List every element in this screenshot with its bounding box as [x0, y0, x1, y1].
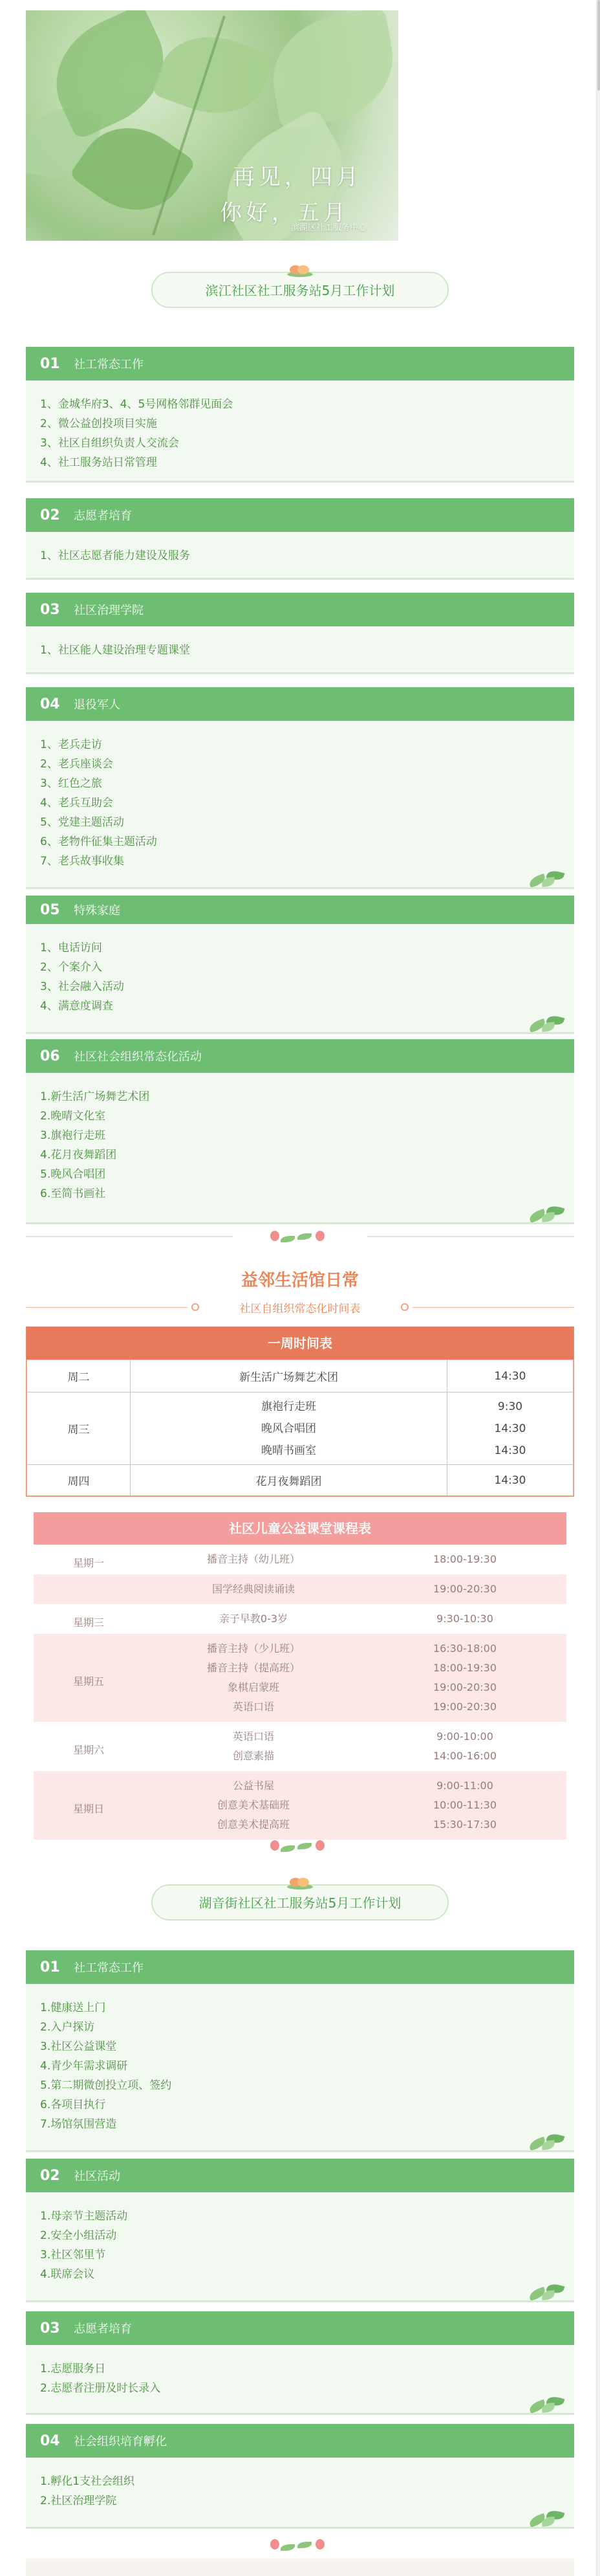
- neighborhood-subtitle-wrap: [0, 1299, 600, 1316]
- day-cell: 周四: [27, 1465, 131, 1496]
- day-cell: 星期一: [72, 1556, 104, 1569]
- leaf-icon: [526, 867, 572, 886]
- table-row: [27, 1360, 573, 1393]
- section-number: 01: [40, 355, 60, 372]
- leaf-icon: [526, 2393, 572, 2412]
- kids-table-title: 社区儿童公益课堂课程表: [34, 1512, 566, 1545]
- day-cell: 星期五: [72, 1675, 104, 1688]
- section-number: 01: [40, 1959, 60, 1976]
- list-item: 1.健康送上门: [40, 2001, 106, 2014]
- list-item: 6、老物件征集主题活动: [40, 835, 157, 848]
- table-row: 星期一 播音主持（幼儿班） 18:00-19:30: [34, 1545, 566, 1574]
- list-item: 7.场馆氛围营造: [40, 2118, 117, 2131]
- time-cell: 14:30: [447, 1465, 573, 1496]
- list-item: 2、老兵座谈会: [40, 758, 113, 771]
- plan2-section-03: [26, 2311, 574, 2415]
- list-item: 3.社区邻里节: [40, 2249, 106, 2262]
- table-row: [27, 1465, 573, 1496]
- list-item: 1.孵化1支社会组织: [40, 2475, 135, 2488]
- list-item: 1、金城华府3、4、5号网格邻群见面会: [40, 398, 233, 411]
- plan1-section-01: [26, 347, 574, 483]
- section-title: 退役军人: [74, 698, 120, 712]
- list-item: 1.志愿服务日: [40, 2362, 106, 2375]
- section-title: 社区治理学院: [74, 604, 144, 617]
- plan2-section-02: [26, 2159, 574, 2302]
- time-cell: 9:30 14:30 14:30: [447, 1393, 573, 1465]
- plan2-section-04: [26, 2424, 574, 2529]
- plan1-section-05: [26, 896, 574, 1034]
- hero-image: [26, 10, 398, 241]
- list-item: 1.母亲节主题活动: [40, 2210, 128, 2223]
- list-item: 5.第二期微创投立项、签约: [40, 2079, 172, 2092]
- list-item: 4、老兵互助会: [40, 797, 113, 809]
- list-item: 4.花月夜舞蹈团: [40, 1149, 117, 1161]
- section-number: 03: [40, 2320, 60, 2337]
- leaf-icon: [526, 2280, 572, 2300]
- flower-vine-icon: [268, 1838, 332, 1855]
- footer-strip: [26, 2559, 574, 2576]
- weekly-table-title: 一周时间表: [27, 1327, 573, 1360]
- section-title: 特殊家庭: [74, 904, 120, 918]
- leaf-icon: [526, 1202, 572, 1222]
- activity-cell: 新生活广场舞艺术团: [131, 1360, 447, 1393]
- day-cell: 周二: [27, 1360, 131, 1393]
- list-item: 3、社会融入活动: [40, 980, 124, 993]
- table-row: 星期日 公益书屋 创意美术基础班 创意美术提高班 9:00-11:00 10:00-11:30 15:30-17:30: [34, 1771, 566, 1840]
- list-item: 7、老兵故事收集: [40, 855, 124, 868]
- section-number: 05: [40, 901, 60, 918]
- plan1-title: 滨江社区社工服务站5月工作计划: [151, 272, 449, 308]
- table-row: 星期六 英语口语 创意素描 9:00-10:00 14:00-16:00: [34, 1722, 566, 1771]
- list-item: 4.联席会议: [40, 2268, 95, 2281]
- section-title: 社会组织培育孵化: [74, 2435, 167, 2449]
- section-number: 06: [40, 1048, 60, 1064]
- activity-cell: 花月夜舞蹈团: [131, 1465, 447, 1496]
- section-title: 志愿者培育: [74, 509, 132, 523]
- day-cell: [34, 1580, 144, 1604]
- list-item: 4、社工服务站日常管理: [40, 456, 157, 469]
- list-item: 3、红色之旅: [40, 777, 102, 790]
- list-item: 1、老兵走访: [40, 738, 102, 751]
- neighborhood-subtitle: 社区自组织常态化时间表: [239, 1303, 361, 1316]
- hero-org: 滨湖区社工服务中心: [291, 223, 367, 233]
- section-title: 社工常态工作: [74, 358, 144, 371]
- list-item: 4.青少年需求调研: [40, 2060, 128, 2073]
- section-number: 03: [40, 601, 60, 618]
- plan1-section-04: [26, 687, 574, 889]
- list-item: 3.旗袍行走班: [40, 1129, 106, 1142]
- plan1-title-wrap: [0, 272, 600, 308]
- list-item: 3、社区自组织负责人交流会: [40, 437, 179, 450]
- plan2-title: 湖音街社区社工服务站5月工作计划: [151, 1884, 449, 1921]
- divider: [0, 2535, 600, 2555]
- section-number: 04: [40, 2432, 60, 2449]
- list-item: 2.晚晴文化室: [40, 1110, 106, 1123]
- plan2-title-wrap: [0, 1884, 600, 1921]
- list-item: 1、电话访问: [40, 941, 102, 954]
- list-item: 2、微公益创投项目实施: [40, 417, 157, 430]
- list-item: 5.晚风合唱团: [40, 1168, 106, 1181]
- activity-cell: 旗袍行走班 晚风合唱团 晚晴书画室: [131, 1393, 447, 1465]
- table-row: 星期三 亲子早教0-3岁 9:30-10:30: [34, 1604, 566, 1634]
- flower-vine-icon: [268, 1228, 332, 1245]
- table-row: [27, 1393, 573, 1465]
- list-item: 2.志愿者注册及时长录入: [40, 2382, 161, 2395]
- scrollbar-thumb[interactable]: [597, 0, 600, 91]
- list-item: 5、党建主题活动: [40, 816, 124, 829]
- flower-vine-icon: [268, 2537, 332, 2553]
- time-cell: 14:30: [447, 1360, 573, 1393]
- list-item: 1、社区志愿者能力建设及服务: [40, 549, 190, 562]
- day-cell: 星期三: [72, 1616, 104, 1629]
- list-item: 3.社区公益课堂: [40, 2040, 117, 2053]
- section-title: 社工常态工作: [74, 1961, 144, 1975]
- section-number: 04: [40, 696, 60, 712]
- section-title: 社区活动: [74, 2170, 120, 2183]
- list-item: 6.至简书画社: [40, 1187, 106, 1200]
- table-row: 国学经典阅读诵读 19:00-20:30: [34, 1574, 566, 1604]
- flower-icon: [287, 264, 313, 277]
- list-item: 1、社区能人建设治理专题课堂: [40, 644, 190, 657]
- day-cell: 星期日: [72, 1802, 104, 1815]
- list-item: 2.入户探访: [40, 2021, 95, 2034]
- plan1-section-02: [26, 498, 574, 580]
- plan2-section-01: [26, 1950, 574, 2152]
- divider: [0, 1227, 600, 1246]
- flower-icon: [287, 1877, 313, 1889]
- leaf-icon: [526, 1012, 572, 1031]
- list-item: 1.新生活广场舞艺术团: [40, 1090, 150, 1103]
- hero-line1: 再见，四月: [233, 164, 362, 190]
- section-title: 社区社会组织常态化活动: [74, 1050, 202, 1064]
- kids-course-table: [34, 1512, 566, 1840]
- list-item: 2.社区治理学院: [40, 2494, 117, 2507]
- section-number: 02: [40, 507, 60, 523]
- list-item: 4、满意度调查: [40, 1000, 113, 1013]
- plan1-section-03: [26, 593, 574, 674]
- day-cell: 星期六: [72, 1743, 104, 1756]
- plan1-section-06: [26, 1039, 574, 1224]
- neighborhood-title: 益邻生活馆日常: [241, 1271, 359, 1290]
- section-title: 志愿者培育: [74, 2322, 132, 2336]
- list-item: 2、个案介入: [40, 961, 102, 974]
- leaf-icon: [526, 2507, 572, 2526]
- list-item: 2.安全小组活动: [40, 2229, 117, 2242]
- divider: [0, 1836, 600, 1856]
- list-item: 6.各项目执行: [40, 2098, 106, 2111]
- section-number: 02: [40, 2167, 60, 2184]
- table-row: 星期五 播音主持（少儿班） 播音主持（提高班） 象棋启蒙班 英语口语 16:30-18:00 18:00-19:30 19:00-20:30 19:00-20:30: [34, 1634, 566, 1722]
- weekly-schedule-table: [26, 1327, 574, 1497]
- hero-line2: 你好，五月: [220, 200, 349, 226]
- day-cell: 周三: [27, 1393, 131, 1465]
- leaf-icon: [526, 2130, 572, 2150]
